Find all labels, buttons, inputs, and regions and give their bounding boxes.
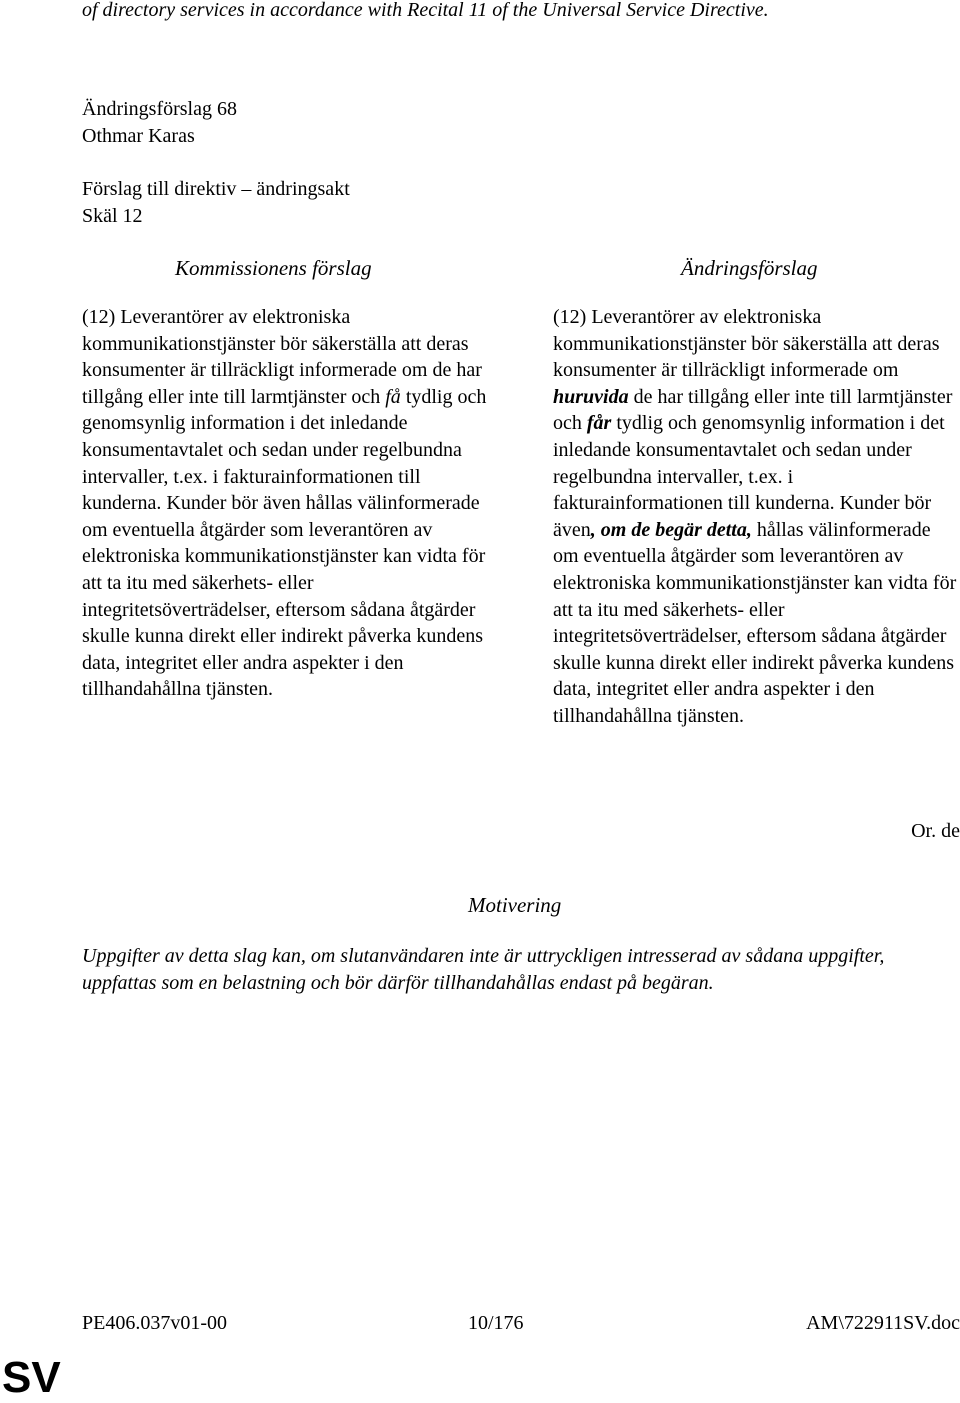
right-text-part: (12) Leverantörer av elektroniska kommunikationstjänster bör säkerställa att deras konsumenter är tillräckligt informerade om: [553, 306, 940, 382]
left-text-part: tydlig och genomsynlig information i det inledande konsumentavtalet och sedan under regelbundna intervaller, t.ex. i fakturainformationen till kunderna. Kunder bör även hållas välinformerade om eventuella åtgärder som leverantören av elektroniska kommunikationstjänster kan vidta för att ta itu med säkerhets- eller integritetsöverträdelser, eftersom sådana åtgärder skulle kunna direkt eller indirekt påverka kundens data, integritet eller andra aspekter i den tillhandahållna tjänsten.: [82, 385, 487, 701]
footer-page-number: 10/176: [468, 1312, 524, 1334]
continuation-text: of directory services in accordance with Recital 11 of the Universal Service Directive.: [82, 0, 769, 21]
proposal-title: Förslag till direktiv – ändringsakt: [82, 178, 350, 200]
language-code: SV: [2, 1353, 61, 1402]
recital-label: Skäl 12: [82, 205, 143, 227]
footer-doc-ref: PE406.037v01-00: [82, 1312, 227, 1334]
right-column-title: Ändringsförslag: [681, 256, 818, 280]
original-language: Or. de: [911, 820, 960, 842]
footer-file-name: AM\722911SV.doc: [806, 1312, 960, 1334]
commission-proposal-text: [82, 304, 502, 703]
right-text-change: huruvida: [553, 385, 629, 408]
left-text-part: (12) Leverantörer av elektroniska kommunikationstjänster bör säkerställa att deras konsumenter är tillräckligt informerade om de har tillgång eller inte till larmtjänster och: [82, 306, 482, 408]
right-text-part: de har tillgång eller inte till larmtjänster och: [553, 385, 953, 435]
right-text-part: hållas välinformerade om eventuella åtgärder som leverantören av elektroniska kommunikationstjänster kan vidta för att ta itu med säkerhets- eller integritetsöverträdelser, eftersom sådana åtgärder skulle kunna direkt eller indirekt påverka kundens data, integritet eller andra aspekter i den tillhandahållna tjänsten.: [553, 518, 957, 727]
left-text-emphasis: få: [385, 385, 401, 408]
right-text-part: tydlig och genomsynlig information i det inledande konsumentavtalet och sedan under regelbundna intervaller, t.ex. i fakturainformationen till kunderna. Kunder bör även: [553, 412, 945, 541]
amendment-text: [553, 304, 960, 730]
motivation-text: Uppgifter av detta slag kan, om slutanvändaren inte är uttryckligen intresserad av sådana uppgifter, uppfattas som en belastning och bör därför tillhandahållas endast på begäran.: [82, 945, 885, 994]
right-text-change: får: [586, 412, 612, 435]
right-text-change: , om de begär detta,: [590, 518, 752, 541]
amendment-author: Othmar Karas: [82, 125, 195, 147]
left-column-title: Kommissionens förslag: [175, 256, 372, 280]
motivation-title: Motivering: [468, 893, 562, 917]
amendment-number: Ändringsförslag 68: [82, 98, 237, 120]
